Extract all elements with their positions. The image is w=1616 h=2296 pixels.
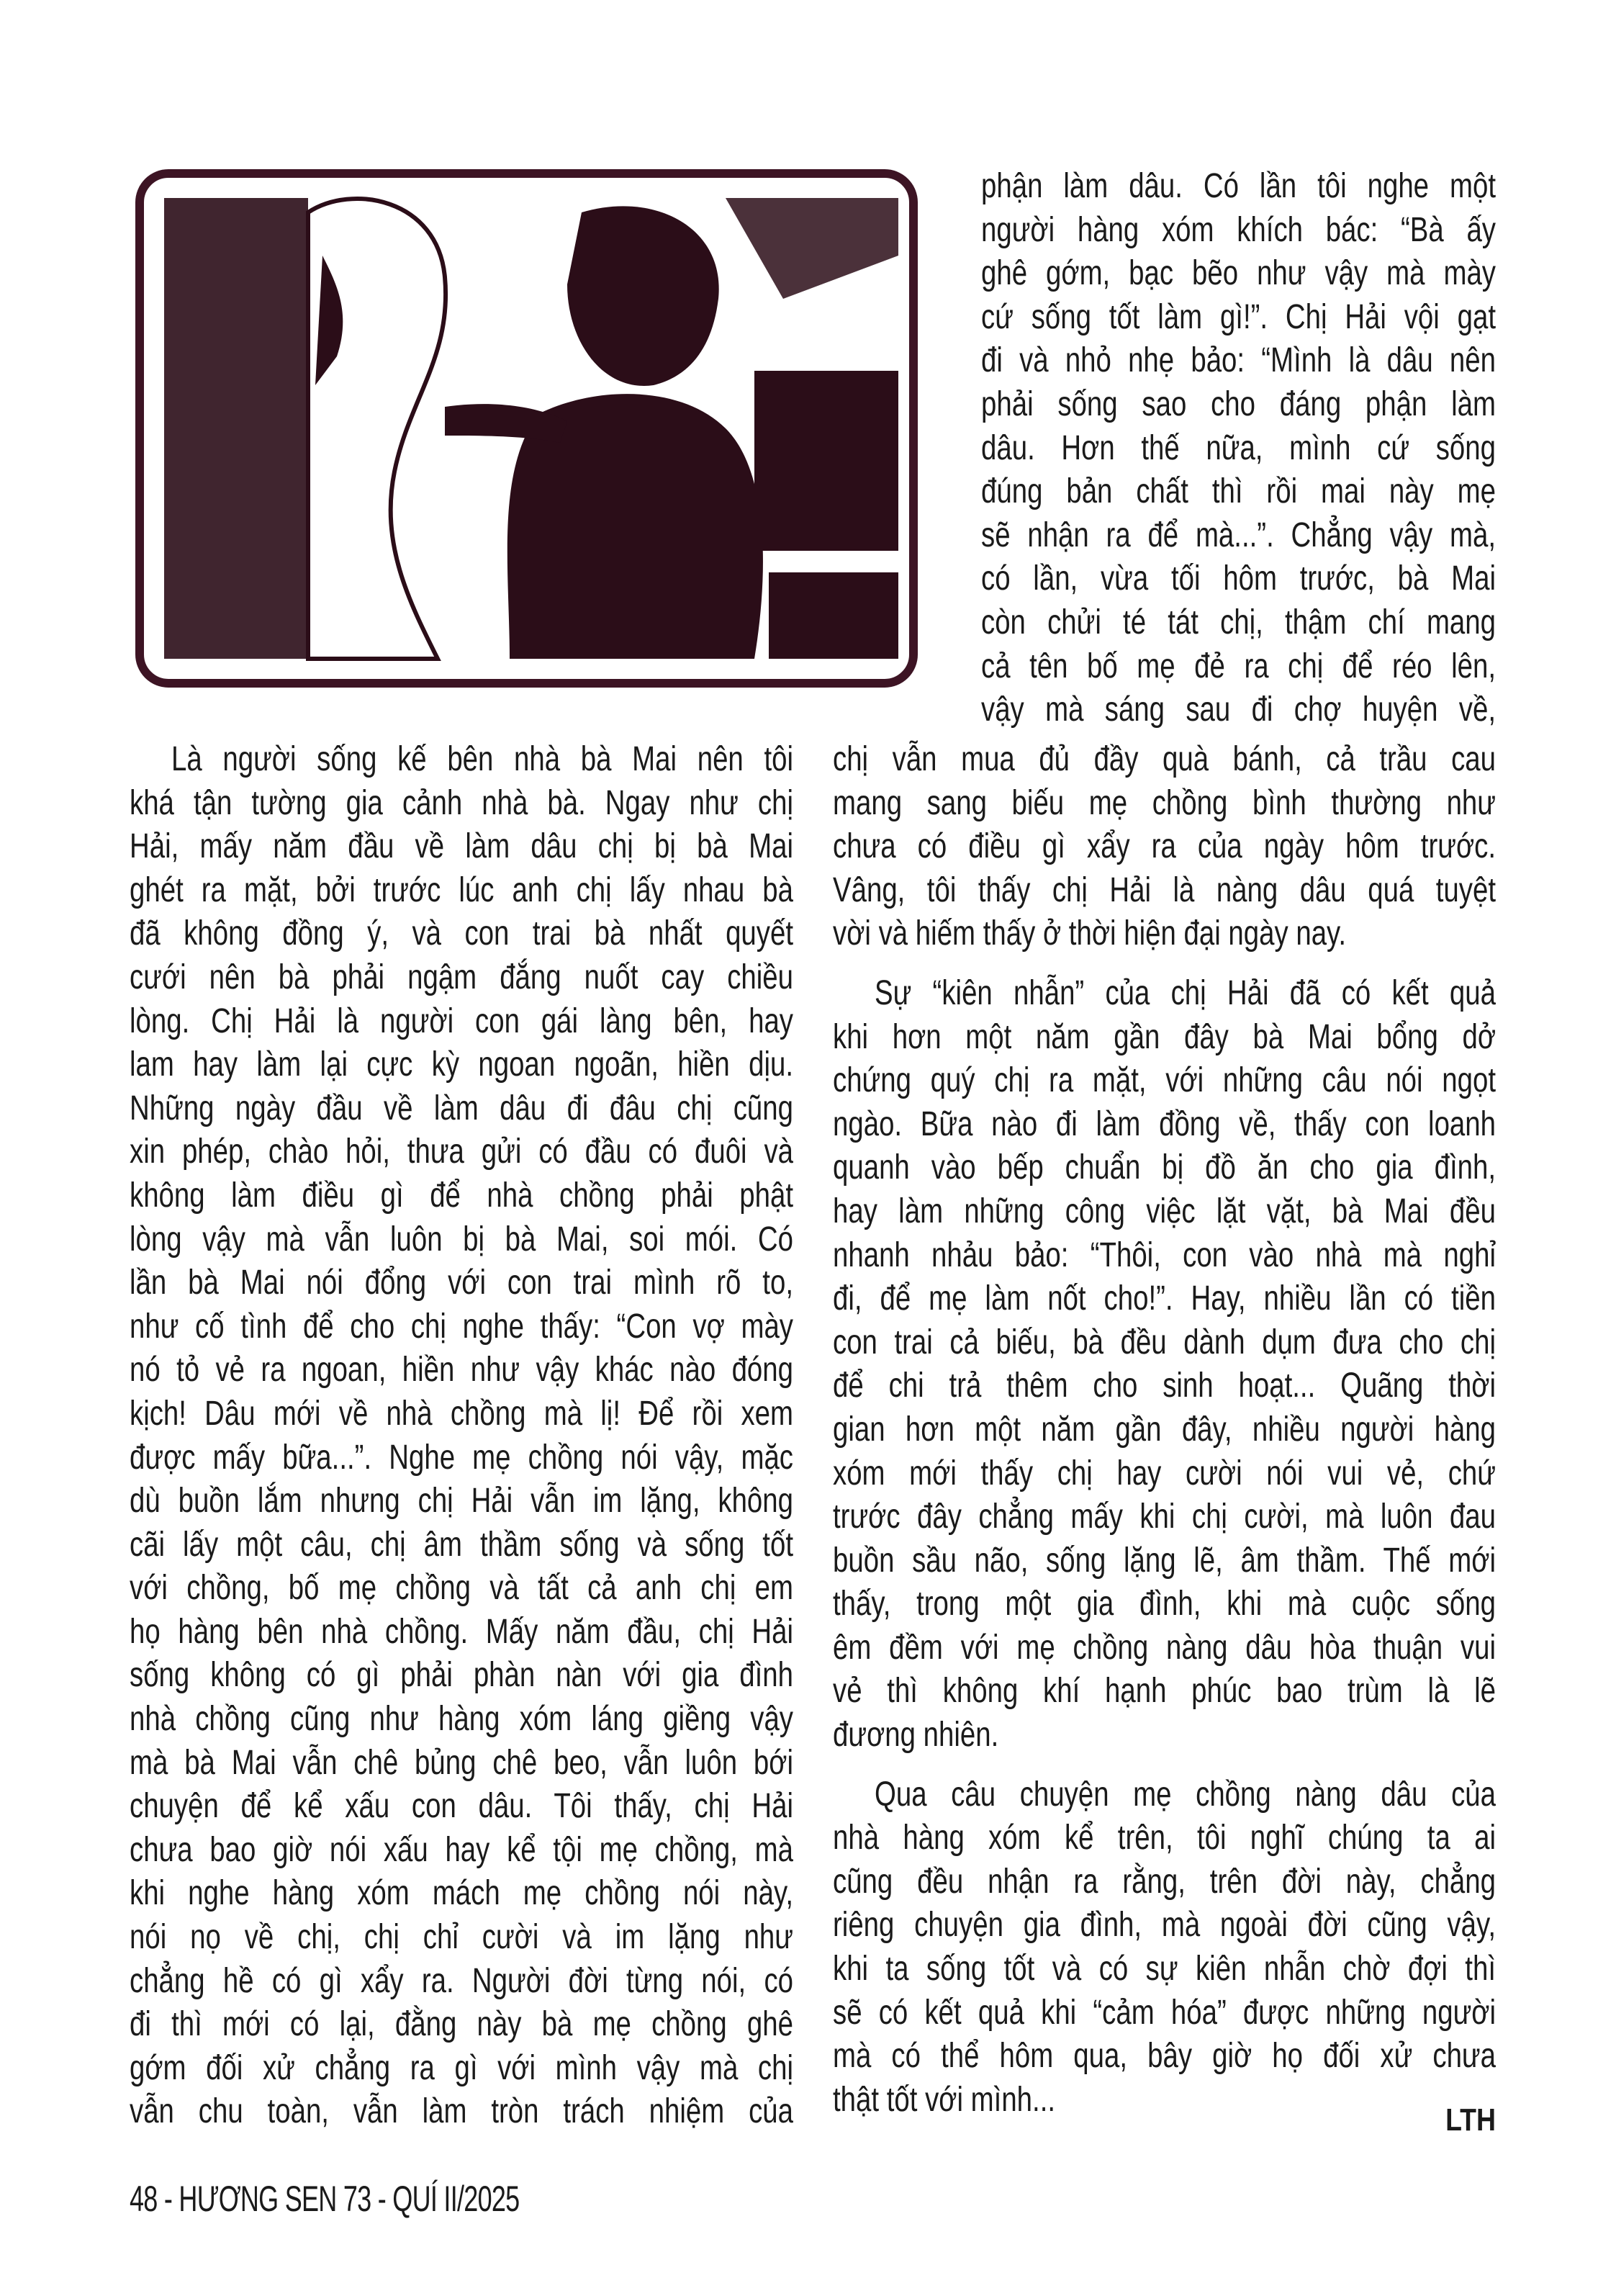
- text-line-content: Qua câu chuyện mẹ chồng nàng dâu của: [875, 1775, 1496, 1814]
- text-line: [981, 514, 1496, 558]
- text-line: [833, 738, 1496, 782]
- text-line: [130, 1523, 793, 1567]
- text-line: [130, 1829, 793, 1873]
- text-line: [130, 1436, 793, 1480]
- text-line: [833, 2035, 1496, 2079]
- text-line: [833, 1495, 1496, 1539]
- text-line: [130, 1218, 793, 1262]
- text-line: [981, 209, 1496, 253]
- text-line: [833, 1277, 1496, 1321]
- text-line: [130, 825, 793, 869]
- text-line-content: đúng bản chất thì rồi mai này mẹ: [981, 472, 1496, 511]
- text-line: [833, 912, 1496, 956]
- text-line: [833, 1948, 1496, 1991]
- right-column-text: [833, 738, 1496, 2138]
- text-line: [130, 2003, 793, 2047]
- text-line-content: ngào. Bữa nào đi làm đồng về, thấy con loanh: [833, 1104, 1496, 1143]
- text-line: [981, 252, 1496, 296]
- text-line: [130, 1130, 793, 1174]
- text-line-content: con trai cả biếu, bà đều dành dụm đưa cho chị: [833, 1323, 1496, 1361]
- article-photo: [135, 169, 918, 688]
- text-line-content: khi nghe hàng xóm mách mẹ chồng nói này,: [130, 1874, 793, 1913]
- text-line-content: vẻ thì không khí hạnh phúc bao trùm là lẽ: [833, 1672, 1496, 1711]
- text-line-content: họ hàng bên nhà chồng. Mấy năm đầu, chị Hải: [130, 1612, 793, 1651]
- text-line: [130, 2090, 793, 2134]
- text-line: [833, 1816, 1496, 1860]
- text-line: [130, 1349, 793, 1392]
- text-line-content: xin phép, chào hỏi, thưa gửi có đầu có đuôi và: [130, 1133, 793, 1171]
- text-line-content: có lần, vừa tối hôm trước, bà Mai: [981, 559, 1496, 598]
- text-line-content: khi ta sống tốt và có sự kiên nhẫn chờ đợi thì: [833, 1950, 1496, 1989]
- text-line-content: buồn sầu não, sống lặng lẽ, âm thầm. Thế mới: [833, 1541, 1496, 1580]
- text-line-content: ghê gớm, bạc bẽo như vậy mà mày: [981, 254, 1496, 293]
- text-line-content: vậy mà sáng sau đi chợ huyện về,: [981, 690, 1496, 729]
- text-line-content: Vâng, tôi thấy chị Hải là nàng dâu quá tuyệt: [833, 870, 1496, 909]
- text-line-content: lam hay làm lại cực kỳ ngoan ngoãn, hiền dịu.: [130, 1045, 793, 1084]
- text-line-content: nhà hàng xóm kể trên, tôi nghĩ chúng ta ai: [833, 1819, 1496, 1858]
- text-line: [130, 1611, 793, 1655]
- text-line-content: cứ sống tốt làm gì!”. Chị Hải vội gạt: [981, 297, 1496, 336]
- text-line-content: sẽ có kết quả khi “cảm hóa” được những người: [833, 1993, 1496, 2032]
- text-line-content: hay làm những công việc lặt vặt, bà Mai đều: [833, 1192, 1496, 1230]
- text-line-content: chị vẫn mua đủ đầy quà bánh, cả trầu cau: [833, 740, 1496, 778]
- text-line-content: với chồng, bố mẹ chồng và tất cả anh chị em: [130, 1569, 793, 1608]
- text-line: [130, 1654, 793, 1698]
- text-line: [833, 1059, 1496, 1103]
- text-line: [171, 738, 793, 782]
- text-line-content: người hàng xóm khích bác: “Bà ấy: [981, 210, 1496, 249]
- text-line: [833, 1583, 1496, 1626]
- author-signature: LTH: [1445, 2102, 1496, 2138]
- text-line: [130, 912, 793, 956]
- text-line-content: khi hơn một năm gần đây bà Mai bổng dở: [833, 1017, 1496, 1056]
- text-line: [981, 427, 1496, 471]
- text-line-content: đã không đồng ý, và con trai bà nhất quyết: [130, 914, 793, 953]
- text-line-content: được mấy bữa...”. Nghe mẹ chồng nói vậy, mặc: [130, 1438, 793, 1477]
- text-line: [130, 1872, 793, 1916]
- text-line: [130, 869, 793, 913]
- text-line-content: thấy, trong một gia đình, khi mà cuộc sống: [833, 1585, 1496, 1624]
- text-line-content: mà bà Mai vẫn chê bủng chê beo, vẫn luôn bới: [130, 1743, 793, 1782]
- text-line-content: đi thì mới có lại, đằng này bà mẹ chồng ghê: [130, 2005, 793, 2044]
- text-line-content: vẫn chu toàn, vẫn làm tròn trách nhiệm của: [130, 2092, 793, 2131]
- text-line: [130, 2047, 793, 2091]
- text-line-content: khá tận tường gia cảnh nhà bà. Ngay như chị: [130, 783, 793, 822]
- text-line: [130, 1043, 793, 1087]
- text-line: [130, 782, 793, 826]
- paragraph: [130, 738, 793, 2134]
- text-line-content: sống không có gì phải phàn nàn với gia đình: [130, 1656, 793, 1695]
- text-line: [833, 1321, 1496, 1365]
- text-line: [833, 1408, 1496, 1452]
- text-line-content: đương nhiên.: [833, 1716, 999, 1755]
- text-line-content: chứng quý chị ra mặt, với những câu nói ngọt: [833, 1061, 1496, 1100]
- text-line-content: như cố tình để cho chị nghe thấy: “Con vợ mày: [130, 1307, 793, 1346]
- text-line: [981, 339, 1496, 383]
- text-line-content: chẳng hề có gì xẩy ra. Người đời từng nói, có: [130, 1961, 793, 2000]
- text-line-content: phải sống sao cho đáng phận làm: [981, 384, 1496, 423]
- text-line-content: gian hơn một năm gần đây, nhiều người hàng: [833, 1410, 1496, 1449]
- text-line-content: nó tỏ vẻ ra ngoan, hiền như vậy khác nào đóng: [130, 1351, 793, 1390]
- text-line-content: không làm điều gì để nhà chồng phải phật: [130, 1176, 793, 1215]
- text-line: [130, 1000, 793, 1044]
- text-line: [130, 1392, 793, 1436]
- text-line: [130, 1698, 793, 1742]
- text-line: [130, 1960, 793, 2004]
- text-line: [833, 1670, 1496, 1714]
- text-line: [130, 1742, 793, 1786]
- text-line: [981, 557, 1496, 601]
- text-line: [130, 1480, 793, 1523]
- text-line-content: êm đềm với mẹ chồng nàng dâu hòa thuận vui: [833, 1628, 1496, 1667]
- text-line: [833, 1103, 1496, 1147]
- text-line-content: sẽ nhận ra để mà...”. Chẳng vậy mà,: [981, 516, 1496, 554]
- text-line-content: quanh vào bếp chuẩn bị đồ ăn cho gia đình,: [833, 1148, 1496, 1187]
- text-line: [833, 1860, 1496, 1904]
- text-line-content: lần bà Mai nói đổng với con trai mình rõ to,: [130, 1264, 793, 1302]
- text-line: [981, 645, 1496, 689]
- text-line: [130, 1785, 793, 1829]
- text-line: [833, 1904, 1496, 1948]
- paragraph: [833, 1773, 1496, 2122]
- text-line: [981, 688, 1496, 732]
- text-line-content: Sự “kiên nhẫn” của chị Hải đã có kết quả: [875, 973, 1496, 1012]
- text-line: [833, 1991, 1496, 2035]
- text-line-content: mà có thể hôm qua, bây giờ họ đối xử chưa: [833, 2037, 1496, 2076]
- text-line: [981, 165, 1496, 209]
- page-footer: 48 - HƯƠNG SEN 73 - QUÍ II/2025: [130, 2179, 520, 2219]
- text-line-content: cưới nên bà phải ngậm đắng nuốt cay chiều: [130, 958, 793, 996]
- text-line-content: còn chửi té tát chị, thậm chí mang: [981, 603, 1496, 641]
- text-line: [130, 1261, 793, 1305]
- photo-illustration: [135, 169, 918, 688]
- text-line: [981, 383, 1496, 427]
- text-line: [875, 1773, 1496, 1817]
- text-line-content: lòng. Chị Hải là người con gái làng bên, hay: [130, 1001, 793, 1040]
- text-line-content: đi và nhỏ nhẹ bảo: “Mình là dâu nên: [981, 341, 1496, 380]
- text-line-content: chưa bao giờ nói xấu hay kể tội mẹ chồng, mà: [130, 1830, 793, 1869]
- text-line: [833, 1626, 1496, 1670]
- text-line: [833, 1714, 1496, 1757]
- text-line: [130, 1916, 793, 1960]
- text-line-content: dâu. Hơn thế nữa, mình cứ sống: [981, 428, 1496, 467]
- text-line-content: Những ngày đầu về làm dâu đi đâu chị cũng: [130, 1089, 793, 1127]
- text-line-content: đi, để mẹ làm nốt cho!”. Hay, nhiều lần có tiền: [833, 1279, 1496, 1318]
- text-line-content: chuyện để kể xấu con dâu. Tôi thấy, chị Hải: [130, 1787, 793, 1826]
- text-line: [833, 825, 1496, 869]
- text-line-content: cả tên bố mẹ đẻ ra chị để réo lên,: [981, 647, 1496, 685]
- text-line-content: nhanh nhảu bảo: “Thôi, con vào nhà mà nghỉ: [833, 1235, 1496, 1274]
- text-line-content: dù buồn lắm nhưng chị Hải vẫn im lặng, không: [130, 1482, 793, 1521]
- text-line-content: nhà chồng cũng như hàng xóm láng giềng vậy: [130, 1700, 793, 1739]
- text-line: [981, 296, 1496, 340]
- text-line-content: xóm mới thấy chị hay cười nói vui vẻ, chứ: [833, 1454, 1496, 1493]
- text-line: [130, 1174, 793, 1218]
- text-line-content: để chi trả thêm cho sinh hoạt... Quãng thời: [833, 1367, 1496, 1405]
- text-line-content: gớm đối xử chẳng ra gì với mình vậy mà chị: [130, 2048, 793, 2087]
- text-line-content: cãi lấy một câu, chị âm thầm sống và sống tốt: [130, 1525, 793, 1564]
- text-line-content: lòng vậy mà vẫn luôn bị bà Mai, soi mói. Có: [130, 1220, 793, 1259]
- text-line-content: thật tốt với mình...: [833, 2080, 1056, 2119]
- right-column-top-text: [981, 165, 1496, 732]
- text-line: [833, 1146, 1496, 1190]
- text-line-content: phận làm dâu. Có lần tôi nghe một: [981, 167, 1496, 205]
- text-line: [833, 1452, 1496, 1496]
- text-line: [833, 1234, 1496, 1278]
- text-line-content: Hải, mấy năm đầu về làm dâu chị bị bà Mai: [130, 827, 793, 866]
- text-line: [833, 869, 1496, 913]
- text-line-content: cũng đều nhận ra rằng, trên đời này, chẳng: [833, 1862, 1496, 1901]
- text-line-content: chưa có điều gì xẩy ra của ngày hôm trước.: [833, 827, 1496, 866]
- text-line: [981, 470, 1496, 514]
- text-line-content: trước đây chẳng mấy khi chị cười, mà luôn đau: [833, 1498, 1496, 1536]
- text-line: [130, 1567, 793, 1611]
- text-line-content: Là người sống kế bên nhà bà Mai nên tôi: [171, 740, 793, 778]
- text-line: [833, 1016, 1496, 1060]
- left-column-text: [130, 738, 793, 2150]
- text-line: [833, 1364, 1496, 1408]
- text-line-content: vời và hiếm thấy ở thời hiện đại ngày nay.: [833, 914, 1347, 953]
- text-line: [833, 782, 1496, 826]
- text-line: [833, 1190, 1496, 1234]
- text-line: [130, 1087, 793, 1131]
- text-line-content: kịch! Dâu mới về nhà chồng mà lị! Để rồi xem: [130, 1394, 793, 1433]
- text-line: [875, 972, 1496, 1016]
- text-line-content: riêng chuyện gia đình, mà ngoài đời cũng vậy,: [833, 1906, 1496, 1945]
- text-line-content: nói nọ về chị, chị chỉ cười và im lặng như: [130, 1918, 793, 1957]
- text-line-content: mang sang biếu mẹ chồng bình thường như: [833, 783, 1496, 822]
- paragraph: [833, 972, 1496, 1757]
- text-line-content: ghét ra mặt, bởi trước lúc anh chị lấy nhau bà: [130, 870, 793, 909]
- text-line: [130, 1305, 793, 1349]
- text-line: [833, 1539, 1496, 1583]
- text-line: [130, 956, 793, 1000]
- paragraph: [833, 738, 1496, 956]
- text-line: [981, 601, 1496, 645]
